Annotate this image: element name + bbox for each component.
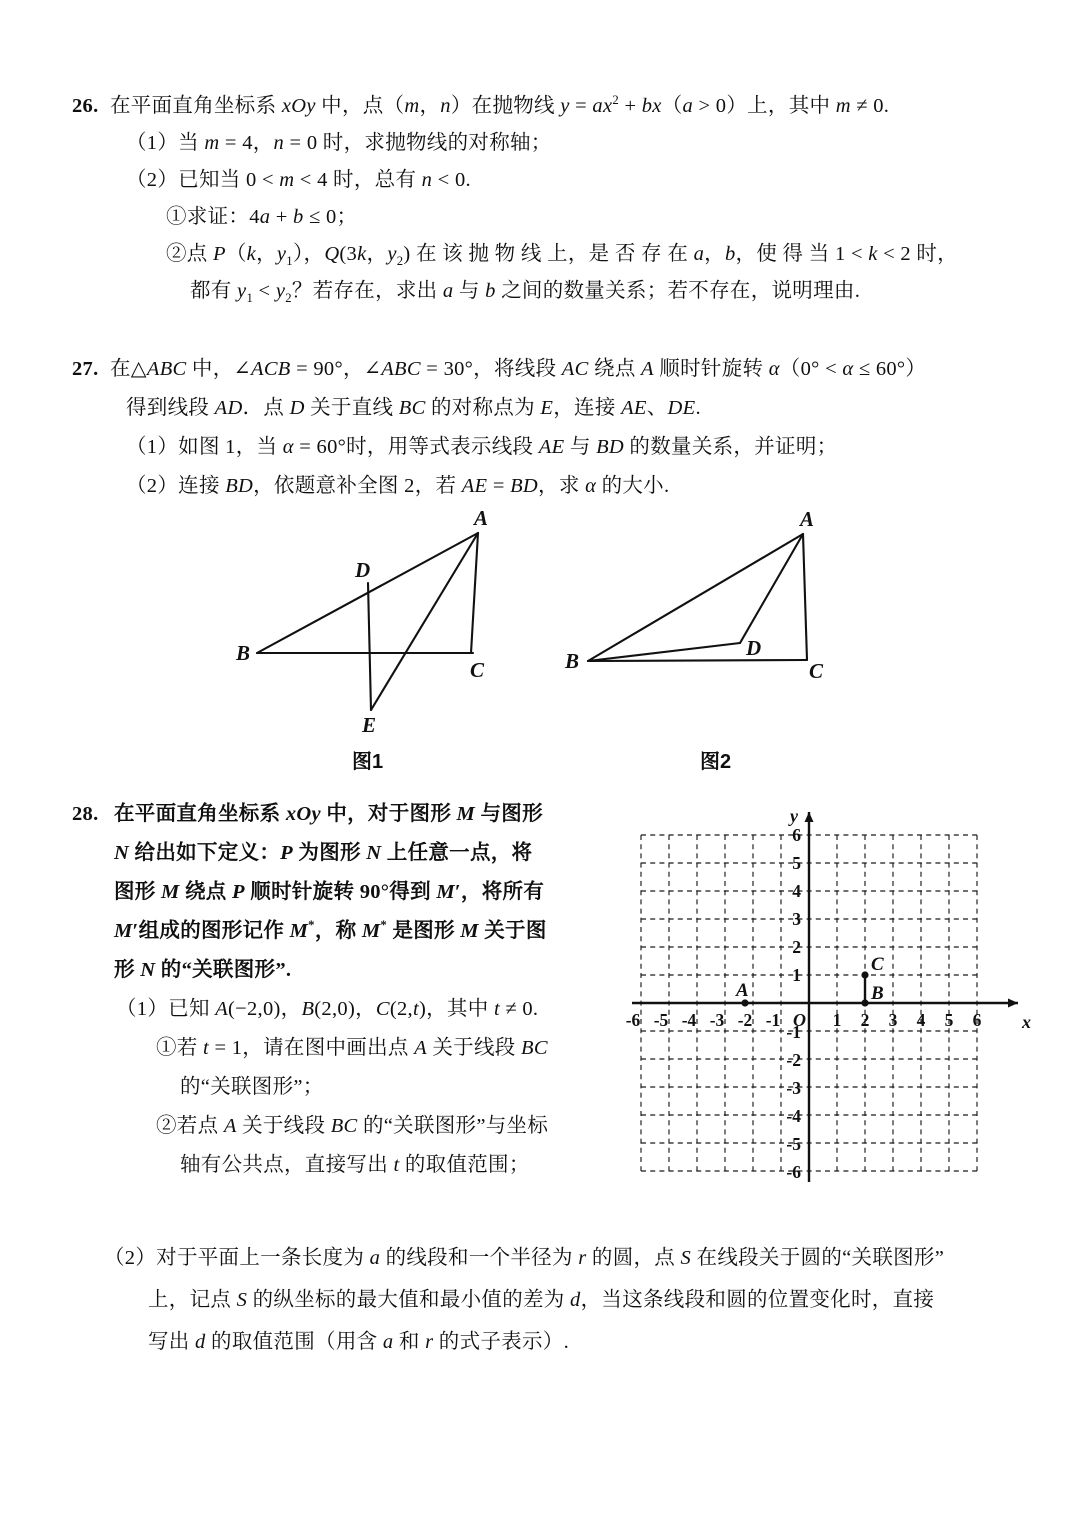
svg-text:1: 1 <box>832 1010 842 1030</box>
y-axis-arrow <box>805 812 814 822</box>
figure-1-caption: 图1 <box>352 751 384 773</box>
problem-28-line-2: 图形 M 绕点 P 顺时针旋转 90°得到 M′，将所有 <box>114 881 545 903</box>
problem-26-line-4: ②点 P（k，$y_1$），Q(3k，$y_2$) 在 该 抛 物 线 上，是 否 存 在 a，b，使 得 当 1 < k < 2 时， <box>166 243 958 269</box>
svg-text:-6: -6 <box>625 1010 641 1030</box>
figure-1-label-b: B <box>236 641 251 665</box>
svg-text:6: 6 <box>972 1010 982 1030</box>
problem-26-line-3: ①求证：4a + b ≤ 0； <box>166 206 358 228</box>
point-c-label: C <box>871 954 884 975</box>
svg-text:-6: -6 <box>786 1162 801 1182</box>
svg-text:-1: -1 <box>786 1022 801 1042</box>
problem-28-graph <box>618 790 1048 1190</box>
problem-27-line-1: 得到线段 AD．点 D 关于直线 BC 的对称点为 E，连接 AE、DE. <box>126 397 701 419</box>
segment-bc <box>588 660 807 661</box>
problem-28-line-7: 的“关联图形”； <box>180 1076 324 1098</box>
svg-text:-2: -2 <box>737 1010 753 1030</box>
figure-1-label-d: D <box>355 558 371 582</box>
problem-28-line-6: ①若 t = 1，请在图中画出点 A 关于线段 BC <box>156 1037 548 1059</box>
segment-bd <box>588 643 740 661</box>
y-axis-label: y <box>790 806 798 826</box>
figure-2-label-c: C <box>809 659 824 683</box>
x-axis-arrow <box>1008 999 1018 1008</box>
origin-label: O <box>793 1010 806 1030</box>
segment-ac <box>471 533 478 653</box>
problem-28-line-1: N 给出如下定义：P 为图形 N 上任意一点，将 <box>114 842 533 864</box>
svg-text:-2: -2 <box>786 1050 801 1070</box>
svg-text:-1: -1 <box>765 1010 781 1030</box>
problem-28 <box>72 795 652 1185</box>
problem-28-line-0: 在平面直角坐标系 xOy 中，对于图形 M 与图形 <box>114 803 543 825</box>
svg-text:4: 4 <box>792 881 801 901</box>
segment-ac <box>803 534 807 660</box>
figure-2 <box>560 505 860 773</box>
figure-1-label-a: A <box>474 506 489 530</box>
problem-26-number: 26. <box>72 95 99 117</box>
figure-2-caption: 图2 <box>700 751 732 773</box>
svg-text:-4: -4 <box>786 1106 801 1126</box>
figure-2-label-b: B <box>565 649 580 673</box>
svg-text:2: 2 <box>860 1010 870 1030</box>
svg-text:5: 5 <box>944 1010 954 1030</box>
svg-text:-5: -5 <box>653 1010 669 1030</box>
problem-28-line-8: ②若点 A 关于线段 BC 的“关联图形”与坐标 <box>156 1115 549 1137</box>
problem-26-line-2: （2）已知当 0 < m < 4 时，总有 n < 0. <box>126 169 471 191</box>
problem-28-line-9: 轴有公共点，直接写出 t 的取值范围； <box>180 1154 530 1176</box>
problem-27-number: 27. <box>72 358 99 380</box>
x-axis-label: x <box>1022 1012 1031 1032</box>
svg-text:2: 2 <box>792 937 801 957</box>
figure-1-svg <box>230 505 530 740</box>
problem-28-number: 28. <box>72 803 99 825</box>
svg-text:3: 3 <box>792 909 801 929</box>
svg-text:-3: -3 <box>786 1078 801 1098</box>
problem-28-part2-line-2: 写出 d 的取值范围（用含 a 和 r 的式子表示）. <box>148 1331 569 1353</box>
problem-28-line-3: M′组成的图形记作 M*，称 M* 是图形 M 关于图 <box>114 918 547 942</box>
svg-text:6: 6 <box>792 825 801 845</box>
svg-text:-5: -5 <box>786 1134 801 1154</box>
problem-27-line-3: （2）连接 BD，依题意补全图 2，若 AE = BD，求 α 的大小. <box>126 475 670 497</box>
problem-27-line-2: （1）如图 1，当 α = 60°时，用等式表示线段 AE 与 BD 的数量关系，并证明； <box>126 436 838 458</box>
segment-de <box>368 583 371 710</box>
problem-27-line-0: 在△ABC 中，∠ACB = 90°，∠ABC = 30°，将线段 AC 绕点 A 顺时针旋转 α（0° < α ≤ 60°） <box>110 358 927 380</box>
segment-ae <box>371 533 478 710</box>
coordinate-grid-svg <box>618 790 1048 1190</box>
svg-text:-3: -3 <box>709 1010 725 1030</box>
svg-text:4: 4 <box>916 1010 926 1030</box>
problem-27 <box>72 350 1062 506</box>
problem-28-part2 <box>104 1237 1064 1363</box>
figure-2-svg <box>560 505 860 683</box>
problem-26 <box>72 88 1062 310</box>
figure-1 <box>230 505 530 773</box>
problem-26-line-5: 都有 $y_1 < y_2$？若存在，求出 a 与 b 之间的数量关系；若不存在，说明理由. <box>190 280 861 306</box>
point-b-dot <box>861 999 868 1006</box>
figure-1-label-c: C <box>470 658 485 682</box>
figure-2-label-a: A <box>800 507 815 531</box>
problem-28-line-4: 形 N 的“关联图形”. <box>114 959 292 981</box>
figure-2-label-d: D <box>746 636 762 660</box>
problem-28-part2-line-1: 上，记点 S 的纵坐标的最大值和最小值的差为 d，当这条线段和圆的位置变化时，直接 <box>148 1289 935 1311</box>
point-c-dot <box>861 971 868 978</box>
svg-text:1: 1 <box>792 965 801 985</box>
problem-28-part2-line-0: （2）对于平面上一条长度为 a 的线段和一个半径为 r 的圆，点 S 在线段关于圆的“关联图形” <box>104 1247 945 1269</box>
point-b-label: B <box>871 983 884 1004</box>
svg-text:3: 3 <box>888 1010 898 1030</box>
problem-26-line-1: （1）当 m = 4，n = 0 时，求抛物线的对称轴； <box>126 132 552 154</box>
segment-ba <box>588 534 803 661</box>
svg-text:5: 5 <box>792 853 801 873</box>
axes <box>632 812 1018 1182</box>
problem-28-line-5: （1）已知 A(−2,0)，B(2,0)，C(2,t)，其中 t ≠ 0. <box>116 998 539 1020</box>
figure-1-label-e: E <box>362 713 377 737</box>
point-a-label: A <box>736 980 749 1001</box>
svg-text:-4: -4 <box>681 1010 697 1030</box>
problem-26-line-0: 在平面直角坐标系 xOy 中，点（m，n）在抛物线 $y = ax^2 + bx(a > 0)$上，其中 m ≠ 0. <box>110 93 890 117</box>
segment-da <box>740 534 803 643</box>
